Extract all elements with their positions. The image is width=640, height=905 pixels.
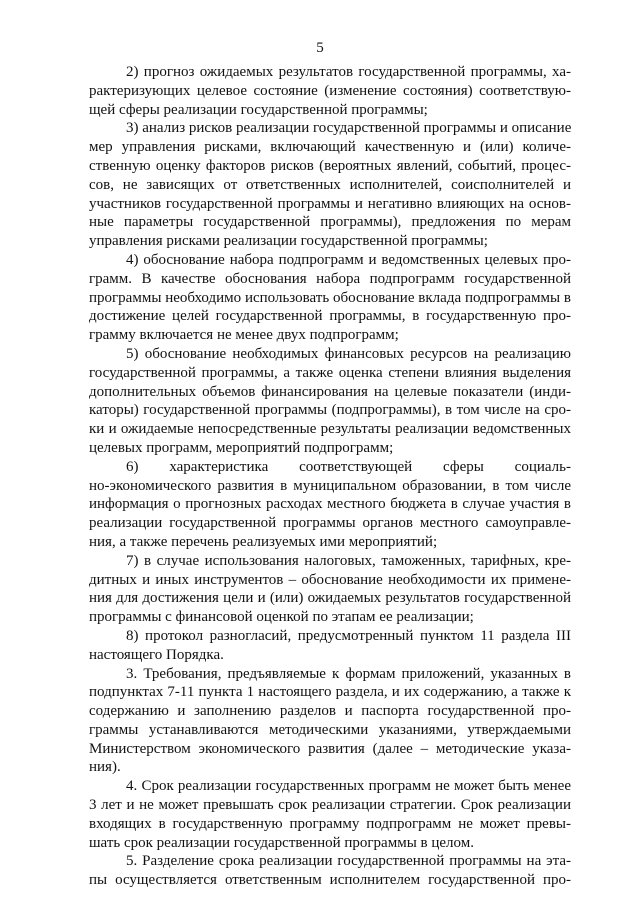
text-line: 7) в случае использования налоговых, таможенных, тарифных, кре-: [126, 552, 571, 569]
paragraph: [89, 345, 571, 458]
document-body: [89, 63, 571, 890]
text-line: щей сферы реализации государственной программы;: [89, 101, 428, 118]
text-line: грамму включается не менее двух подпрограмм;: [89, 327, 399, 344]
text-line: но-экономического развития в муниципальном образовании, в том числе: [89, 477, 571, 494]
paragraph: [89, 63, 571, 119]
text-line: участников государственной программы и негативно влияющих на основ-: [89, 195, 571, 212]
text-line: ки и ожидаемые непосредственные результаты реализации ведомственных: [89, 421, 571, 438]
paragraph: [89, 119, 571, 251]
text-line: ния, а также перечень реализуемых ими мероприятий;: [89, 533, 438, 550]
paragraph: [89, 458, 571, 552]
text-line: информация о прогнозных расходах местного бюджета в случае участия в: [89, 496, 571, 513]
paragraph: [89, 251, 571, 345]
text-line: граммы устанавливаются методическими указаниями, утверждаемыми: [89, 721, 571, 738]
text-line: 5) обоснование необходимых финансовых ресурсов на реализацию: [126, 345, 571, 362]
text-line: государственной программы, а также оценка степени влияния выделения: [89, 364, 571, 381]
paragraph: [89, 665, 571, 778]
text-line: подпунктах 7-11 пункта 1 настоящего раздела, и их содержанию, а также к: [89, 684, 571, 701]
text-line: каторы) государственной программы (подпрограммы), в том числе на сро-: [89, 402, 571, 419]
text-line: 4) обоснование набора подпрограмм и ведомственных целевых про-: [126, 251, 571, 268]
text-line: содержанию и заполнению разделов и паспорта государственной про-: [89, 703, 571, 720]
text-line: 6) характеристика соответствующей сферы социаль-: [126, 458, 571, 475]
text-line: 3) анализ рисков реализации государственной программы и описание: [126, 120, 572, 137]
text-line: 2) прогноз ожидаемых результатов государственной программы, ха-: [126, 64, 571, 80]
text-line: программы необходимо использовать обоснование вклада подпрограммы в: [89, 289, 571, 306]
text-line: программы с финансовой оценкой по этапам ее реализации;: [89, 609, 474, 626]
text-line: 8) протокол разногласий, предусмотренный пунктом 11 раздела III: [126, 627, 571, 644]
text-line: грамм. В качестве обоснования набора подпрограмм государственной: [89, 270, 571, 287]
paragraph: [89, 777, 571, 852]
text-line: Министерством экономического развития (далее – методические указа-: [89, 740, 571, 757]
text-line: шать срок реализации государственной программы в целом.: [89, 834, 474, 851]
text-line: 3. Требования, предъявляемые к формам приложений, указанных в: [126, 665, 571, 682]
text-line: ния для достижения цели и (или) ожидаемых результатов государственной: [89, 590, 571, 607]
paragraph: [89, 852, 571, 890]
text-line: ные параметры государственной программы), предложения по мерам: [89, 214, 571, 231]
text-line: ния).: [89, 759, 121, 776]
text-line: пы осуществляется ответственным исполнителем государственной про-: [89, 872, 571, 889]
text-line: дитных и иных инструментов – обоснование необходимости их примене-: [89, 571, 571, 588]
text-line: сов, не зависящих от ответственных исполнителей, соисполнителей и: [89, 176, 571, 193]
paragraph: [89, 627, 571, 665]
text-line: достижение целей государственной программы, в государственную про-: [89, 308, 571, 325]
text-line: ственную оценку факторов рисков (вероятных явлений, событий, процес-: [89, 157, 571, 174]
text-line: управления рисками реализации государственной программы;: [89, 233, 488, 250]
text-line: мер управления рисками, включающий качественную и (или) количе-: [89, 139, 571, 156]
text-line: входящих в государственную программу подпрограмм не может превы-: [89, 815, 571, 832]
text-line: дополнительных объемов финансирования на целевые показатели (инди-: [89, 383, 571, 400]
text-line: 4. Срок реализации государственных программ не может быть менее: [126, 778, 571, 795]
text-line: 5. Разделение срока реализации государственной программы на эта-: [126, 853, 571, 870]
text-line: рактеризующих целевое состояние (изменение состояния) соответствую-: [89, 82, 571, 99]
paragraph: [89, 552, 571, 627]
text-line: настоящего Порядка.: [89, 646, 224, 663]
text-line: 3 лет и не может превышать срок реализации стратегии. Срок реализации: [89, 797, 571, 814]
page-number: 5: [316, 40, 324, 56]
text-line: целевых программ, мероприятий подпрограмм;: [89, 439, 394, 456]
text-line: реализации государственной программы органов местного самоуправле-: [89, 515, 571, 532]
